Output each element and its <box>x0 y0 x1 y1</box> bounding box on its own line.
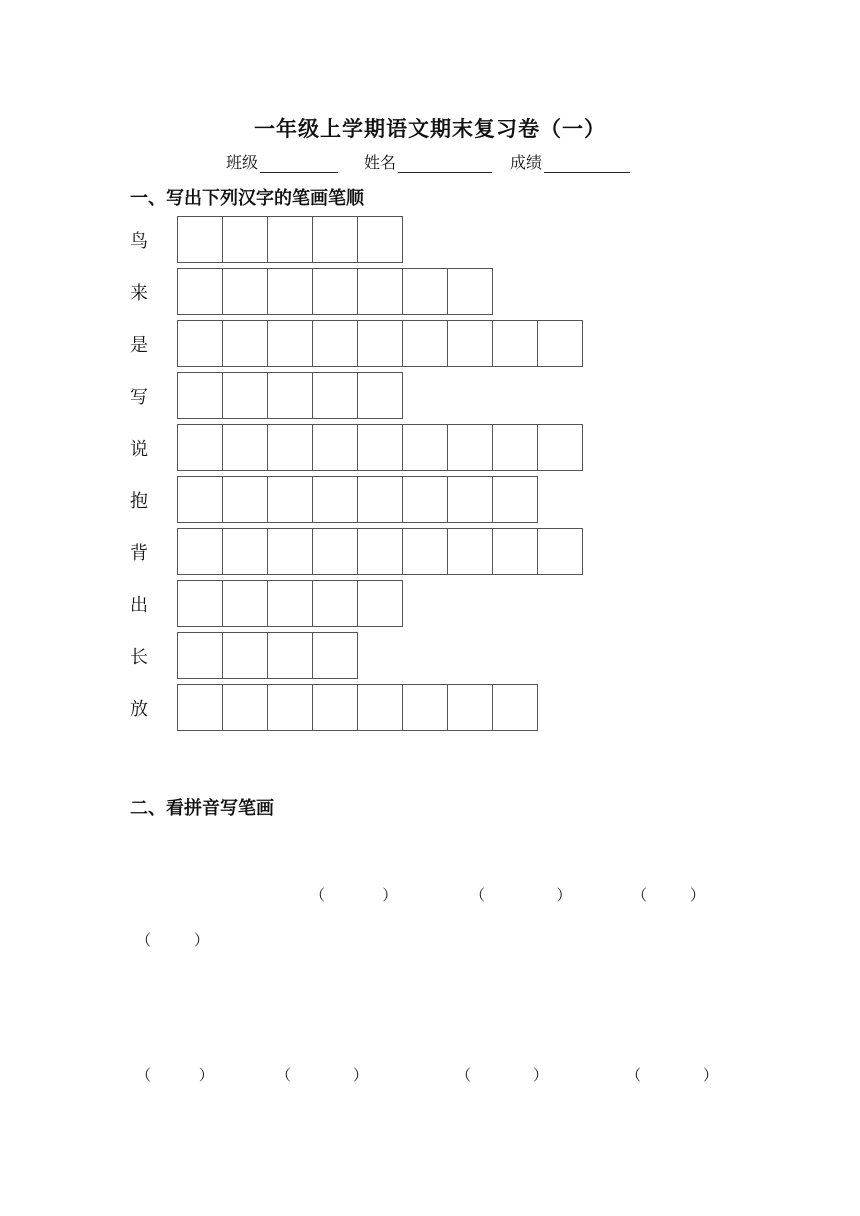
stroke-box[interactable] <box>223 632 268 679</box>
name-blank[interactable] <box>398 154 492 173</box>
stroke-row <box>130 372 403 419</box>
stroke-box[interactable] <box>178 216 223 263</box>
stroke-box[interactable] <box>448 476 493 523</box>
stroke-box[interactable] <box>358 372 403 419</box>
character-label: 放 <box>130 698 148 720</box>
stroke-box[interactable] <box>448 268 493 315</box>
character-label: 说 <box>130 438 148 460</box>
stroke-box[interactable] <box>538 320 583 367</box>
page-title: 一年级上学期语文期末复习卷（一） <box>254 116 606 141</box>
stroke-box[interactable] <box>313 528 358 575</box>
stroke-box[interactable] <box>448 684 493 731</box>
stroke-box[interactable] <box>493 528 538 575</box>
stroke-box-grid <box>177 372 403 419</box>
stroke-box[interactable] <box>223 372 268 419</box>
stroke-row <box>130 580 403 627</box>
character-label: 出 <box>130 594 148 616</box>
stroke-box[interactable] <box>178 528 223 575</box>
stroke-box[interactable] <box>178 580 223 627</box>
stroke-box[interactable] <box>313 372 358 419</box>
stroke-box[interactable] <box>268 372 313 419</box>
stroke-box[interactable] <box>403 424 448 471</box>
stroke-box[interactable] <box>403 268 448 315</box>
stroke-box-grid <box>177 632 358 679</box>
answer-paren-6[interactable]: （ ） <box>276 1066 369 1084</box>
name-label: 姓名 <box>364 153 397 172</box>
stroke-box[interactable] <box>313 320 358 367</box>
stroke-box[interactable] <box>313 684 358 731</box>
stroke-box[interactable] <box>448 424 493 471</box>
stroke-row <box>130 684 538 731</box>
class-label: 班级 <box>226 153 259 172</box>
stroke-box[interactable] <box>223 424 268 471</box>
stroke-box[interactable] <box>448 528 493 575</box>
stroke-box-grid <box>177 320 583 367</box>
stroke-row <box>130 216 403 263</box>
stroke-box[interactable] <box>268 320 313 367</box>
stroke-row <box>130 476 538 523</box>
class-blank[interactable] <box>260 154 338 173</box>
stroke-box[interactable] <box>178 632 223 679</box>
character-label: 长 <box>130 646 148 668</box>
stroke-box[interactable] <box>178 372 223 419</box>
answer-paren-3[interactable]: （ ） <box>632 886 705 904</box>
stroke-box[interactable] <box>268 424 313 471</box>
character-label: 是 <box>130 334 148 356</box>
stroke-box[interactable] <box>178 268 223 315</box>
answer-paren-7[interactable]: （ ） <box>456 1066 549 1084</box>
stroke-box[interactable] <box>223 216 268 263</box>
answer-paren-1[interactable]: （ ） <box>310 886 398 904</box>
student-info <box>226 150 630 173</box>
stroke-box[interactable] <box>313 632 358 679</box>
section2-title: 二、看拼音写笔画 <box>130 798 274 819</box>
stroke-box-grid <box>177 684 538 731</box>
section1-title: 一、写出下列汉字的笔画笔顺 <box>130 188 364 209</box>
stroke-box[interactable] <box>358 320 403 367</box>
stroke-box[interactable] <box>358 216 403 263</box>
score-field <box>510 150 630 173</box>
stroke-box[interactable] <box>493 424 538 471</box>
answer-paren-2[interactable]: （ ） <box>470 886 572 904</box>
stroke-box[interactable] <box>268 268 313 315</box>
stroke-box[interactable] <box>268 580 313 627</box>
character-label: 背 <box>130 542 148 564</box>
stroke-box[interactable] <box>403 528 448 575</box>
stroke-box[interactable] <box>223 476 268 523</box>
stroke-box[interactable] <box>178 424 223 471</box>
stroke-row <box>130 320 583 367</box>
stroke-box-grid <box>177 580 403 627</box>
score-label: 成绩 <box>510 153 543 172</box>
stroke-box[interactable] <box>538 424 583 471</box>
stroke-row <box>130 268 493 315</box>
stroke-box[interactable] <box>178 684 223 731</box>
stroke-box[interactable] <box>223 580 268 627</box>
stroke-box[interactable] <box>493 684 538 731</box>
character-label: 抱 <box>130 490 148 512</box>
name-field <box>364 150 492 173</box>
stroke-row <box>130 528 583 575</box>
stroke-box[interactable] <box>223 268 268 315</box>
stroke-box-grid <box>177 424 583 471</box>
stroke-box[interactable] <box>178 320 223 367</box>
stroke-box[interactable] <box>493 476 538 523</box>
stroke-box[interactable] <box>313 268 358 315</box>
character-label: 鸟 <box>130 230 148 252</box>
stroke-box-grid <box>177 528 583 575</box>
stroke-box[interactable] <box>403 320 448 367</box>
stroke-box[interactable] <box>313 216 358 263</box>
stroke-box[interactable] <box>223 320 268 367</box>
answer-paren-8[interactable]: （ ） <box>626 1066 719 1084</box>
stroke-box[interactable] <box>493 320 538 367</box>
score-blank[interactable] <box>544 154 630 173</box>
stroke-box[interactable] <box>313 580 358 627</box>
stroke-box[interactable] <box>448 320 493 367</box>
stroke-box-grid <box>177 268 493 315</box>
stroke-box[interactable] <box>223 684 268 731</box>
stroke-box[interactable] <box>313 424 358 471</box>
stroke-box[interactable] <box>178 476 223 523</box>
character-label: 来 <box>130 282 148 304</box>
stroke-box[interactable] <box>268 632 313 679</box>
stroke-box[interactable] <box>358 684 403 731</box>
stroke-box[interactable] <box>268 216 313 263</box>
stroke-box[interactable] <box>358 580 403 627</box>
stroke-box-grid <box>177 216 403 263</box>
stroke-box-grid <box>177 476 538 523</box>
stroke-box[interactable] <box>358 528 403 575</box>
stroke-box[interactable] <box>358 476 403 523</box>
stroke-box[interactable] <box>268 528 313 575</box>
stroke-row <box>130 632 358 679</box>
stroke-box[interactable] <box>223 528 268 575</box>
stroke-box[interactable] <box>358 424 403 471</box>
stroke-box[interactable] <box>403 476 448 523</box>
stroke-box[interactable] <box>358 268 403 315</box>
stroke-box[interactable] <box>268 684 313 731</box>
class-field <box>226 150 338 173</box>
answer-paren-4[interactable]: （ ） <box>136 931 209 949</box>
character-label: 写 <box>130 386 148 408</box>
stroke-box[interactable] <box>268 476 313 523</box>
answer-paren-5[interactable]: （ ） <box>136 1066 214 1084</box>
stroke-box[interactable] <box>403 684 448 731</box>
stroke-box[interactable] <box>538 528 583 575</box>
stroke-row <box>130 424 583 471</box>
stroke-box[interactable] <box>313 476 358 523</box>
